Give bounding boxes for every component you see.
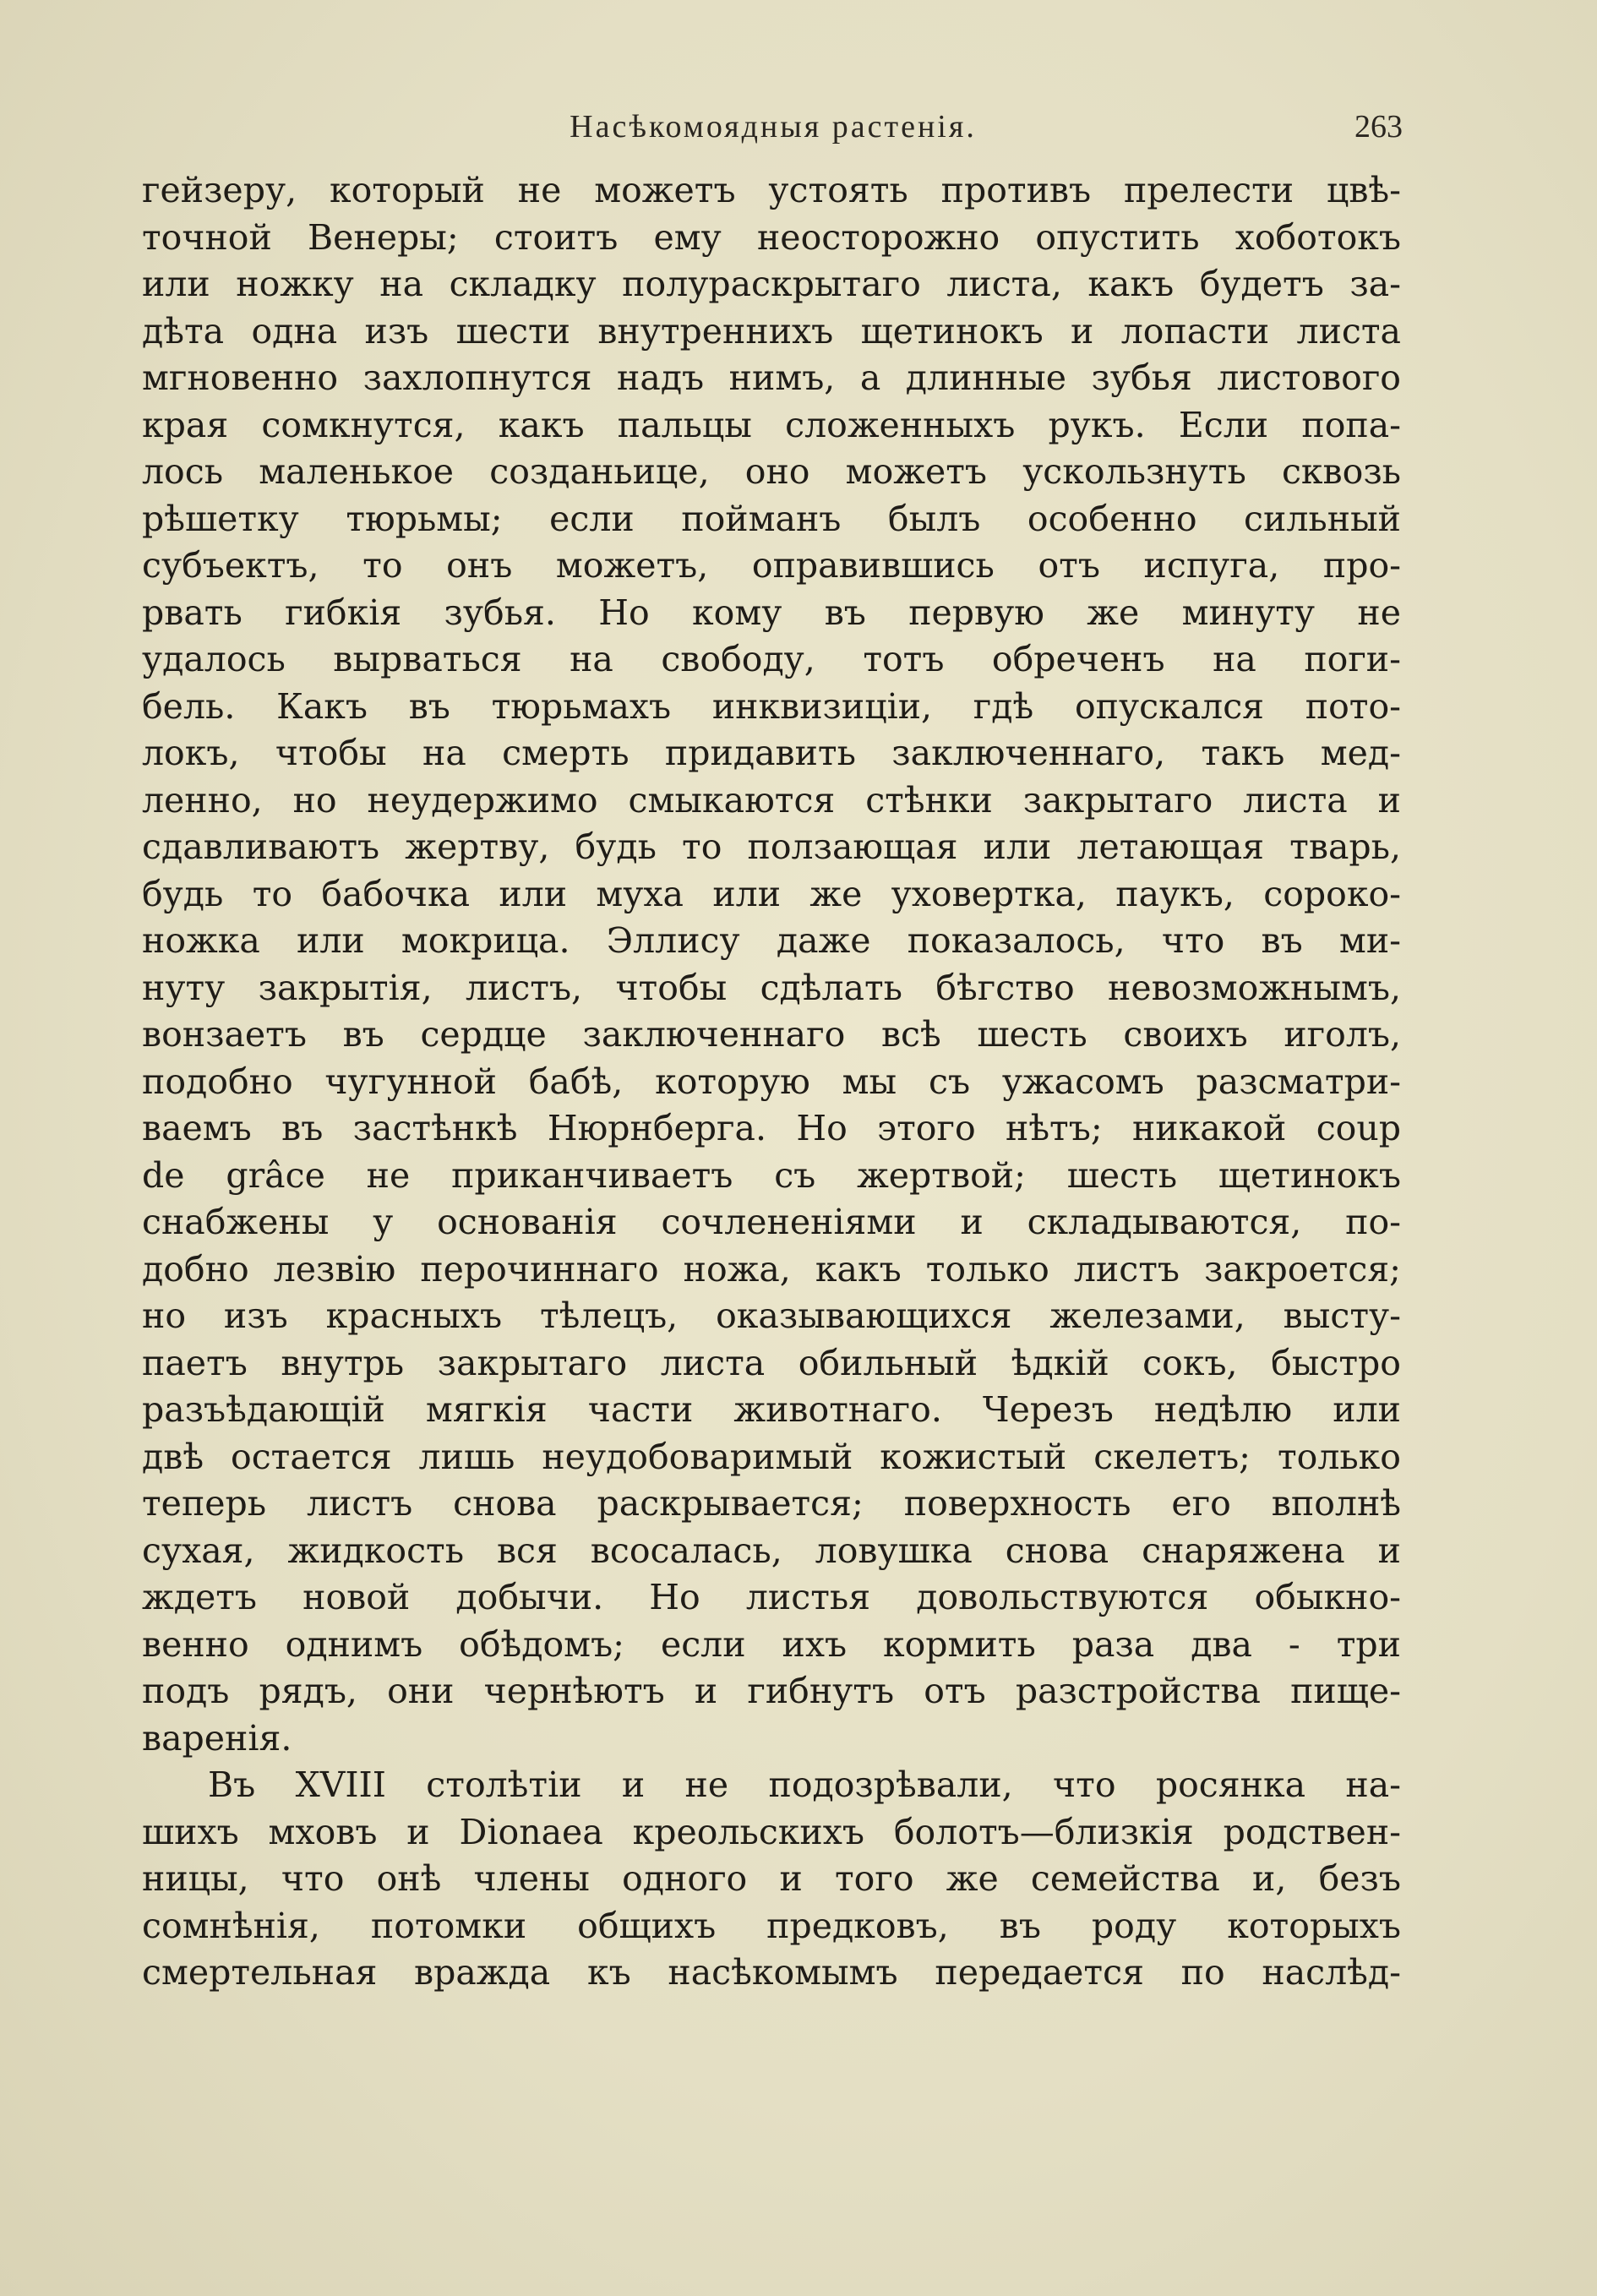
text-line: рвать гибкія зубья. Но кому въ первую же минуту не	[142, 592, 1401, 633]
text-line: подъ рядъ, они чернѣютъ и гибнутъ отъ разстройства пище-	[142, 1671, 1401, 1711]
paragraph-start-line: Въ XVIII столѣтіи и не подозрѣвали, что росянка на-	[208, 1764, 1401, 1805]
text-line: нуту закрытія, листъ, чтобы сдѣлать бѣгство невозможнымъ,	[142, 967, 1401, 1008]
text-line: de grâce не приканчиваетъ съ жертвой; шесть щетинокъ	[142, 1154, 1401, 1196]
text-line: ваемъ въ застѣнкѣ Нюрнберга. Но этого нѣтъ; никакой coup	[142, 1108, 1401, 1148]
text-line: шихъ мховъ и Dionaea креольскихъ болотъ—близкія родствен-	[142, 1811, 1401, 1852]
page-number: 263	[1354, 109, 1403, 145]
text-line: удалось вырваться на свободу, тотъ обреченъ на поги-	[142, 639, 1401, 679]
text-line: венно однимъ обѣдомъ; если ихъ кормить раза два - три	[142, 1623, 1401, 1665]
text-line: гейзеру, который не можетъ устоять противъ прелести цвѣ-	[142, 170, 1401, 210]
text-line: будь то бабочка или муха или же уховертка, паукъ, сороко-	[142, 873, 1401, 914]
running-title: Насѣкомоядныя растенія.	[570, 109, 977, 145]
text-line: снабжены у основанія сочлененіями и складываются, по-	[142, 1202, 1401, 1242]
text-line: субъектъ, то онъ можетъ, оправившись отъ испуга, про-	[142, 545, 1401, 586]
text-line: бель. Какъ въ тюрьмахъ инквизиціи, гдѣ опускался пото-	[142, 685, 1401, 727]
text-line: точной Венеры; стоитъ ему неосторожно опустить хоботокъ	[142, 216, 1401, 258]
text-line: локъ, чтобы на смерть придавить заключеннаго, такъ мед-	[142, 733, 1401, 773]
text-line: края сомкнутся, какъ пальцы сложенныхъ рукъ. Если попа-	[142, 404, 1401, 445]
text-line: ждетъ новой добычи. Но листья довольствуются обыкно-	[142, 1577, 1401, 1617]
text-line: рѣшетку тюрьмы; если пойманъ былъ особенно сильный	[142, 498, 1401, 539]
text-line: мгновенно захлопнутся надъ нимъ, а длинные зубья листового	[142, 357, 1401, 398]
text-line: ницы, что онѣ члены одного и того же семейства и, безъ	[142, 1858, 1401, 1899]
text-line: теперь листъ снова раскрывается; поверхность его вполнѣ	[142, 1483, 1401, 1524]
text-line: но изъ красныхъ тѣлецъ, оказывающихся железами, высту-	[142, 1295, 1401, 1336]
text-line: сомнѣнія, потомки общихъ предковъ, въ роду которыхъ	[142, 1905, 1401, 1946]
text-line: сухая, жидкость вся всосалась, ловушка снова снаряжена и	[142, 1530, 1401, 1571]
text-line: или ножку на складку полураскрытаго листа, какъ будетъ за-	[142, 264, 1401, 304]
text-line: дѣта одна изъ шести внутреннихъ щетинокъ и лопасти листа	[142, 310, 1401, 352]
text-line: добно лезвію перочиннаго ножа, какъ только листъ закроется;	[142, 1248, 1401, 1290]
text-line: сдавливаютъ жертву, будь то ползающая или летающая тварь,	[142, 826, 1401, 867]
text-line: вонзаетъ въ сердце заключеннаго всѣ шесть своихъ иголъ,	[142, 1014, 1401, 1055]
paragraph-end-line: варенія.	[142, 1717, 292, 1759]
body-text	[142, 167, 1401, 1997]
text-line: ножка или мокрица. Эллису даже показалось, что въ ми-	[142, 920, 1401, 961]
text-line: разъѣдающій мягкія части животнаго. Черезъ недѣлю или	[142, 1389, 1401, 1430]
running-head	[144, 108, 1403, 159]
text-line: подобно чугунной бабѣ, которую мы съ ужасомъ разсматри-	[142, 1061, 1401, 1102]
text-line: двѣ остается лишь неудобоваримый кожистый скелетъ; только	[142, 1436, 1401, 1477]
text-line: смертельная вражда къ насѣкомымъ передается по наслѣд-	[142, 1952, 1401, 1993]
text-line: ленно, но неудержимо смыкаются стѣнки закрытаго листа и	[142, 779, 1401, 821]
text-line: паетъ внутрь закрытаго листа обильный ѣдкій сокъ, быстро	[142, 1342, 1401, 1383]
text-line: лось маленькое созданьице, оно можетъ ускользнуть сквозь	[142, 451, 1401, 492]
